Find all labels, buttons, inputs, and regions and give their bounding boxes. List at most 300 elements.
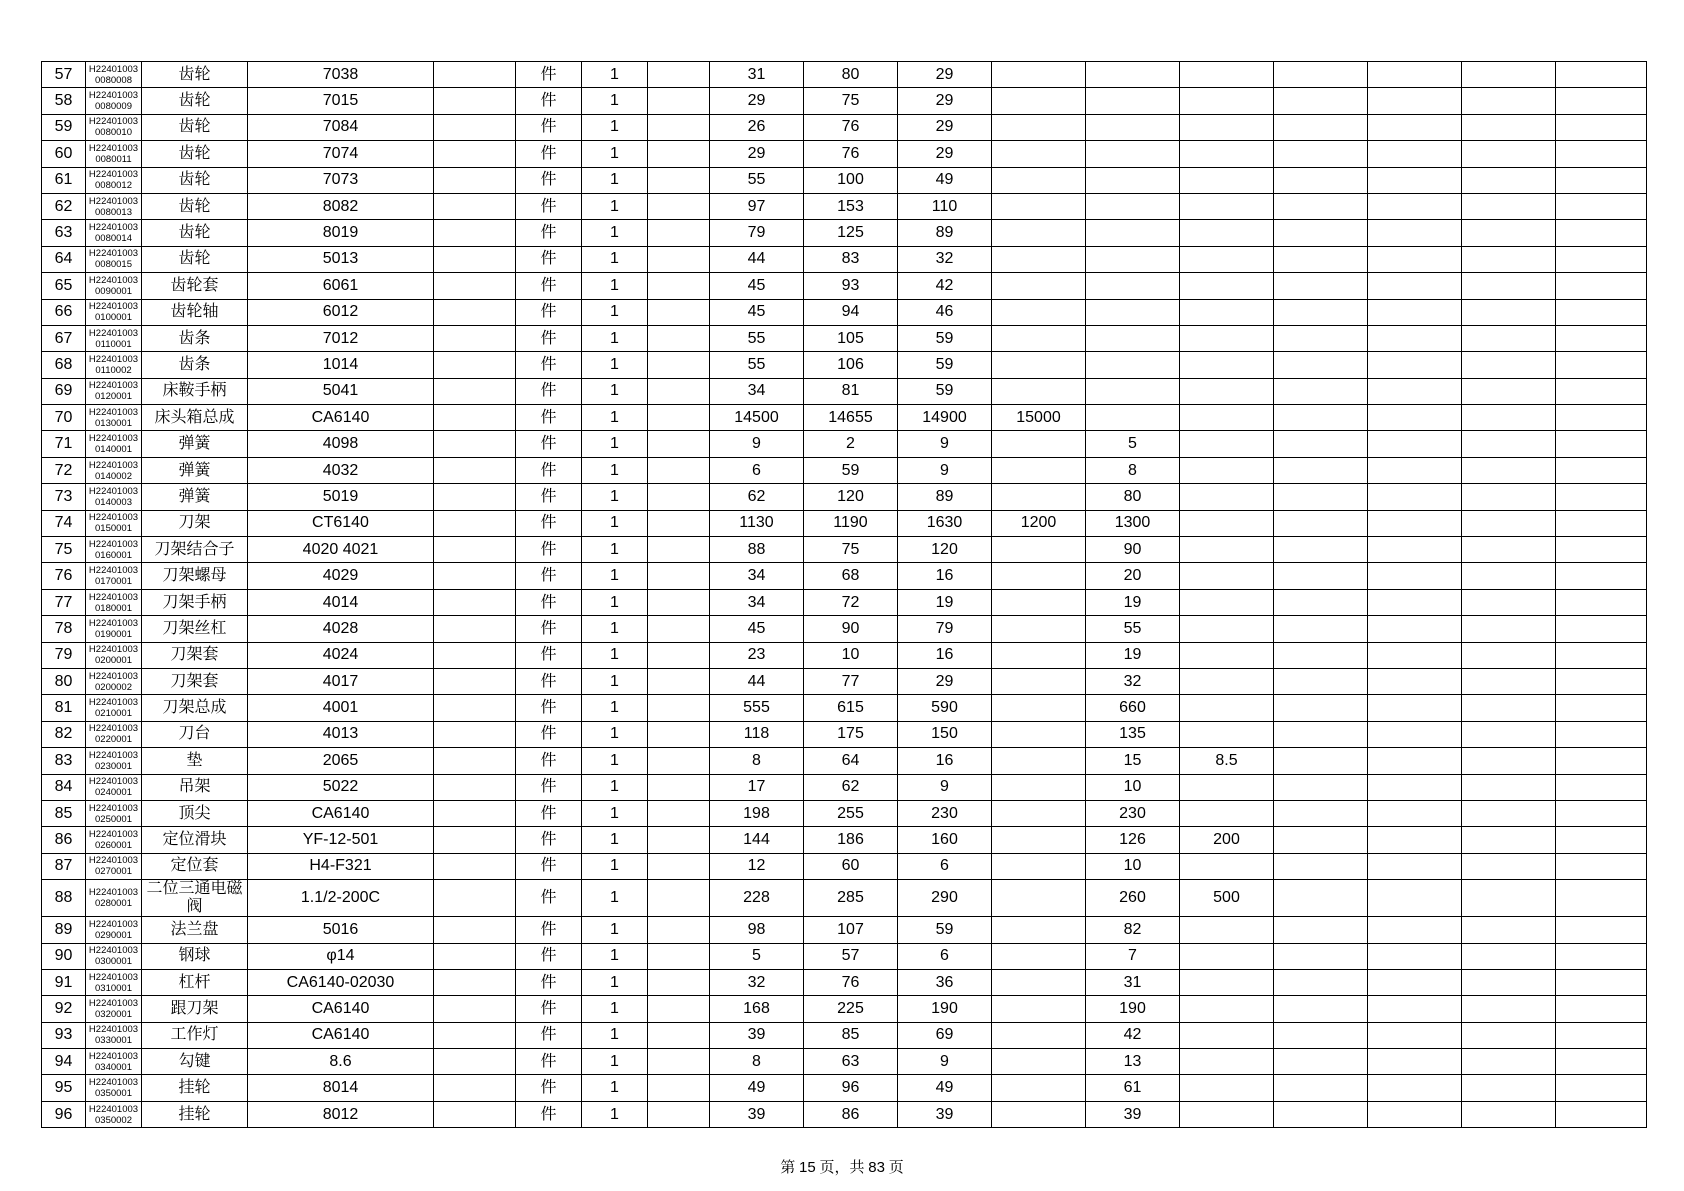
cell-p1: 29 xyxy=(710,141,804,167)
cell-p3: 290 xyxy=(898,880,992,917)
code-part: H22401003 xyxy=(88,918,139,930)
cell-empty xyxy=(1462,220,1556,246)
cell-spec: 4020 4021 xyxy=(248,537,434,563)
cell-empty xyxy=(1274,1049,1368,1075)
code-part: H22401003 xyxy=(88,1103,139,1115)
code-part: 0140003 xyxy=(95,496,132,508)
cell-name: 床头箱总成 xyxy=(142,405,248,431)
cell-p3: 9 xyxy=(898,431,992,457)
cell-p5 xyxy=(1086,378,1180,404)
cell-empty xyxy=(1368,220,1462,246)
table-row xyxy=(42,695,1647,721)
cell-p6 xyxy=(1180,1022,1274,1048)
cell-qty: 1 xyxy=(582,642,648,668)
cell-p5 xyxy=(1086,405,1180,431)
cell-empty xyxy=(1556,1049,1647,1075)
cell-name: 刀架总成 xyxy=(142,695,248,721)
cell-unit: 件 xyxy=(516,774,582,800)
cell-code xyxy=(86,996,142,1022)
cell-p3: 1630 xyxy=(898,510,992,536)
cell-unit: 件 xyxy=(516,668,582,694)
cell-empty xyxy=(1274,167,1368,193)
cell-empty xyxy=(434,1075,516,1101)
cell-p1: 45 xyxy=(710,273,804,299)
cell-p4 xyxy=(992,299,1086,325)
cell-no: 63 xyxy=(42,220,86,246)
cell-p1: 555 xyxy=(710,695,804,721)
cell-p3: 120 xyxy=(898,537,992,563)
cell-p2: 81 xyxy=(804,378,898,404)
cell-empty xyxy=(1368,273,1462,299)
cell-empty xyxy=(1368,510,1462,536)
cell-empty xyxy=(648,88,710,114)
cell-p6 xyxy=(1180,774,1274,800)
cell-no: 91 xyxy=(42,969,86,995)
cell-p5 xyxy=(1086,114,1180,140)
cell-empty xyxy=(1556,853,1647,879)
table-row xyxy=(42,748,1647,774)
cell-no: 77 xyxy=(42,589,86,615)
cell-p2: 125 xyxy=(804,220,898,246)
code-part: H22401003 xyxy=(88,1050,139,1062)
cell-name: 杠杆 xyxy=(142,969,248,995)
cell-p4 xyxy=(992,62,1086,88)
cell-empty xyxy=(1462,668,1556,694)
cell-p1: 8 xyxy=(710,748,804,774)
cell-empty xyxy=(1274,88,1368,114)
cell-empty xyxy=(648,774,710,800)
cell-spec: 5019 xyxy=(248,484,434,510)
cell-p3: 16 xyxy=(898,563,992,589)
cell-p3: 6 xyxy=(898,943,992,969)
cell-empty xyxy=(1274,616,1368,642)
cell-p2: 63 xyxy=(804,1049,898,1075)
cell-qty: 1 xyxy=(582,88,648,114)
cell-no: 76 xyxy=(42,563,86,589)
cell-empty xyxy=(1368,917,1462,943)
cell-p5: 20 xyxy=(1086,563,1180,589)
cell-p6 xyxy=(1180,853,1274,879)
table-row xyxy=(42,246,1647,272)
cell-spec: CA6140 xyxy=(248,800,434,826)
cell-spec: YF-12-501 xyxy=(248,827,434,853)
cell-empty xyxy=(434,880,516,917)
cell-p1: 79 xyxy=(710,220,804,246)
cell-p3: 16 xyxy=(898,642,992,668)
cell-no: 95 xyxy=(42,1075,86,1101)
cell-empty xyxy=(434,642,516,668)
cell-spec: CA6140 xyxy=(248,405,434,431)
cell-p6 xyxy=(1180,405,1274,431)
cell-empty xyxy=(1556,193,1647,219)
cell-empty xyxy=(648,431,710,457)
cell-p3: 59 xyxy=(898,352,992,378)
cell-name: 弹簧 xyxy=(142,484,248,510)
cell-empty xyxy=(648,800,710,826)
code-part: 0200001 xyxy=(95,655,132,667)
cell-p5 xyxy=(1086,193,1180,219)
cell-qty: 1 xyxy=(582,537,648,563)
cell-empty xyxy=(434,1049,516,1075)
cell-empty xyxy=(434,378,516,404)
cell-empty xyxy=(1556,695,1647,721)
cell-qty: 1 xyxy=(582,246,648,272)
cell-empty xyxy=(1368,405,1462,431)
cell-code xyxy=(86,642,142,668)
cell-empty xyxy=(434,431,516,457)
table-row xyxy=(42,431,1647,457)
cell-empty xyxy=(1368,589,1462,615)
cell-spec: 4029 xyxy=(248,563,434,589)
cell-p1: 26 xyxy=(710,114,804,140)
cell-code xyxy=(86,114,142,140)
footer-prefix: 第 xyxy=(780,1160,796,1176)
table-row xyxy=(42,1049,1647,1075)
code-part: H22401003 xyxy=(88,90,139,102)
cell-p6 xyxy=(1180,721,1274,747)
cell-empty xyxy=(1462,62,1556,88)
cell-p3: 89 xyxy=(898,484,992,510)
cell-empty xyxy=(1556,800,1647,826)
cell-name: 齿轮 xyxy=(142,141,248,167)
cell-p3: 16 xyxy=(898,748,992,774)
cell-name: 吊架 xyxy=(142,774,248,800)
cell-no: 85 xyxy=(42,800,86,826)
cell-empty xyxy=(1462,917,1556,943)
cell-qty: 1 xyxy=(582,616,648,642)
cell-name: 齿轮 xyxy=(142,114,248,140)
cell-empty xyxy=(1462,246,1556,272)
cell-no: 93 xyxy=(42,1022,86,1048)
cell-empty xyxy=(648,141,710,167)
cell-spec: 4032 xyxy=(248,457,434,483)
cell-name: 挂轮 xyxy=(142,1101,248,1127)
cell-p6 xyxy=(1180,537,1274,563)
cell-p5 xyxy=(1086,325,1180,351)
code-part: H22401003 xyxy=(88,749,139,761)
cell-empty xyxy=(1368,969,1462,995)
code-part: 0080012 xyxy=(95,180,132,192)
cell-p2: 59 xyxy=(804,457,898,483)
cell-empty xyxy=(1274,917,1368,943)
cell-empty xyxy=(434,1101,516,1127)
table-row xyxy=(42,589,1647,615)
cell-spec: 5041 xyxy=(248,378,434,404)
cell-empty xyxy=(1274,114,1368,140)
code-part: H22401003 xyxy=(88,565,139,577)
cell-p3: 19 xyxy=(898,589,992,615)
cell-empty xyxy=(1274,378,1368,404)
code-part: 0250001 xyxy=(95,813,132,825)
cell-p4 xyxy=(992,537,1086,563)
cell-p6 xyxy=(1180,642,1274,668)
code-part: H22401003 xyxy=(88,855,139,867)
cell-spec: 4001 xyxy=(248,695,434,721)
cell-p1: 23 xyxy=(710,642,804,668)
cell-name: 刀架螺母 xyxy=(142,563,248,589)
cell-empty xyxy=(648,1049,710,1075)
cell-empty xyxy=(1274,695,1368,721)
cell-no: 87 xyxy=(42,853,86,879)
cell-p2: 68 xyxy=(804,563,898,589)
cell-p3: 29 xyxy=(898,88,992,114)
table-row xyxy=(42,537,1647,563)
cell-unit: 件 xyxy=(516,563,582,589)
cell-spec: 4013 xyxy=(248,721,434,747)
cell-code xyxy=(86,880,142,917)
cell-name: 齿条 xyxy=(142,352,248,378)
table-row xyxy=(42,62,1647,88)
cell-qty: 1 xyxy=(582,405,648,431)
cell-code xyxy=(86,1049,142,1075)
cell-p4 xyxy=(992,114,1086,140)
cell-p5: 32 xyxy=(1086,668,1180,694)
cell-p1: 6 xyxy=(710,457,804,483)
cell-p4 xyxy=(992,1049,1086,1075)
cell-no: 78 xyxy=(42,616,86,642)
code-part: H22401003 xyxy=(88,327,139,339)
cell-empty xyxy=(1274,589,1368,615)
cell-empty xyxy=(1274,827,1368,853)
table-row xyxy=(42,193,1647,219)
table-row xyxy=(42,220,1647,246)
cell-p6 xyxy=(1180,563,1274,589)
cell-spec: 7038 xyxy=(248,62,434,88)
code-part: 0220001 xyxy=(95,734,132,746)
table-row xyxy=(42,114,1647,140)
cell-no: 96 xyxy=(42,1101,86,1127)
cell-empty xyxy=(434,748,516,774)
cell-p1: 39 xyxy=(710,1101,804,1127)
cell-no: 67 xyxy=(42,325,86,351)
cell-code xyxy=(86,917,142,943)
cell-empty xyxy=(1368,721,1462,747)
code-part: 0230001 xyxy=(95,760,132,772)
cell-empty xyxy=(434,510,516,536)
cell-p4 xyxy=(992,220,1086,246)
cell-empty xyxy=(648,273,710,299)
cell-qty: 1 xyxy=(582,62,648,88)
cell-code xyxy=(86,827,142,853)
cell-unit: 件 xyxy=(516,167,582,193)
cell-empty xyxy=(1274,352,1368,378)
cell-empty xyxy=(434,943,516,969)
cell-p6 xyxy=(1180,943,1274,969)
cell-empty xyxy=(1368,352,1462,378)
cell-p2: 14655 xyxy=(804,405,898,431)
page-footer xyxy=(0,1156,1684,1177)
code-part: H22401003 xyxy=(88,802,139,814)
table-row xyxy=(42,1101,1647,1127)
cell-p3: 29 xyxy=(898,141,992,167)
cell-empty xyxy=(1556,167,1647,193)
cell-qty: 1 xyxy=(582,352,648,378)
code-part: H22401003 xyxy=(88,512,139,524)
cell-empty xyxy=(648,1101,710,1127)
cell-p5: 126 xyxy=(1086,827,1180,853)
cell-empty xyxy=(1556,405,1647,431)
cell-name: 齿条 xyxy=(142,325,248,351)
cell-unit: 件 xyxy=(516,431,582,457)
cell-p5: 7 xyxy=(1086,943,1180,969)
cell-empty xyxy=(434,695,516,721)
cell-p2: 86 xyxy=(804,1101,898,1127)
cell-unit: 件 xyxy=(516,1022,582,1048)
cell-p4 xyxy=(992,563,1086,589)
cell-p2: 285 xyxy=(804,880,898,917)
cell-empty xyxy=(1556,510,1647,536)
cell-empty xyxy=(648,642,710,668)
cell-code xyxy=(86,88,142,114)
cell-empty xyxy=(1462,721,1556,747)
cell-empty xyxy=(1556,589,1647,615)
cell-empty xyxy=(1556,748,1647,774)
cell-name: 齿轮套 xyxy=(142,273,248,299)
cell-empty xyxy=(1274,642,1368,668)
cell-empty xyxy=(648,299,710,325)
code-part: 0100001 xyxy=(95,312,132,324)
cell-empty xyxy=(1274,1101,1368,1127)
cell-p3: 59 xyxy=(898,325,992,351)
cell-p3: 59 xyxy=(898,917,992,943)
cell-no: 73 xyxy=(42,484,86,510)
cell-unit: 件 xyxy=(516,325,582,351)
cell-empty xyxy=(1462,378,1556,404)
cell-p2: 77 xyxy=(804,668,898,694)
cell-empty xyxy=(434,484,516,510)
cell-empty xyxy=(434,325,516,351)
cell-name: 刀架套 xyxy=(142,668,248,694)
cell-p1: 45 xyxy=(710,299,804,325)
cell-spec: 4098 xyxy=(248,431,434,457)
cell-no: 79 xyxy=(42,642,86,668)
cell-empty xyxy=(1556,1022,1647,1048)
cell-empty xyxy=(648,510,710,536)
table-row xyxy=(42,1022,1647,1048)
cell-p3: 6 xyxy=(898,853,992,879)
cell-unit: 件 xyxy=(516,62,582,88)
cell-spec: 5022 xyxy=(248,774,434,800)
table-row xyxy=(42,484,1647,510)
cell-empty xyxy=(1274,1075,1368,1101)
cell-code xyxy=(86,589,142,615)
cell-p4 xyxy=(992,1022,1086,1048)
code-part: 0340001 xyxy=(95,1061,132,1073)
cell-p1: 144 xyxy=(710,827,804,853)
table-row xyxy=(42,141,1647,167)
cell-empty xyxy=(648,1075,710,1101)
cell-no: 59 xyxy=(42,114,86,140)
cell-spec: 8019 xyxy=(248,220,434,246)
cell-p2: 60 xyxy=(804,853,898,879)
cell-empty xyxy=(1368,642,1462,668)
cell-no: 68 xyxy=(42,352,86,378)
cell-empty xyxy=(1556,220,1647,246)
cell-empty xyxy=(434,668,516,694)
cell-p5: 19 xyxy=(1086,589,1180,615)
cell-unit: 件 xyxy=(516,352,582,378)
cell-p3: 59 xyxy=(898,378,992,404)
cell-p1: 1130 xyxy=(710,510,804,536)
cell-p5 xyxy=(1086,352,1180,378)
cell-empty xyxy=(1556,325,1647,351)
code-part: H22401003 xyxy=(88,829,139,841)
cell-spec: 4014 xyxy=(248,589,434,615)
cell-empty xyxy=(434,969,516,995)
cell-qty: 1 xyxy=(582,800,648,826)
cell-p4 xyxy=(992,748,1086,774)
cell-empty xyxy=(1556,969,1647,995)
cell-qty: 1 xyxy=(582,589,648,615)
cell-name: 刀台 xyxy=(142,721,248,747)
cell-p3: 9 xyxy=(898,1049,992,1075)
footer-suffix: 页 xyxy=(888,1160,904,1176)
cell-empty xyxy=(1368,563,1462,589)
footer-middle: 页，共 xyxy=(819,1160,865,1176)
cell-empty xyxy=(1556,246,1647,272)
cell-empty xyxy=(1368,827,1462,853)
cell-p2: 106 xyxy=(804,352,898,378)
cell-empty xyxy=(434,721,516,747)
table-row xyxy=(42,325,1647,351)
cell-empty xyxy=(1368,774,1462,800)
cell-empty xyxy=(648,457,710,483)
cell-p4 xyxy=(992,378,1086,404)
cell-p1: 49 xyxy=(710,1075,804,1101)
cell-name: 齿轮 xyxy=(142,167,248,193)
cell-p4 xyxy=(992,721,1086,747)
cell-unit: 件 xyxy=(516,969,582,995)
cell-no: 60 xyxy=(42,141,86,167)
cell-p1: 62 xyxy=(710,484,804,510)
cell-p2: 76 xyxy=(804,969,898,995)
cell-p1: 39 xyxy=(710,1022,804,1048)
cell-p6 xyxy=(1180,969,1274,995)
cell-p4: 15000 xyxy=(992,405,1086,431)
cell-empty xyxy=(1368,325,1462,351)
cell-spec: 4028 xyxy=(248,616,434,642)
cell-empty xyxy=(1556,917,1647,943)
cell-p6 xyxy=(1180,668,1274,694)
code-part: 0110001 xyxy=(95,338,132,350)
cell-empty xyxy=(1462,589,1556,615)
cell-empty xyxy=(1556,563,1647,589)
cell-unit: 件 xyxy=(516,510,582,536)
cell-qty: 1 xyxy=(582,943,648,969)
cell-unit: 件 xyxy=(516,220,582,246)
cell-empty xyxy=(1274,484,1368,510)
cell-empty xyxy=(1556,642,1647,668)
cell-empty xyxy=(1274,273,1368,299)
cell-empty xyxy=(1556,484,1647,510)
cell-p1: 45 xyxy=(710,616,804,642)
cell-p2: 2 xyxy=(804,431,898,457)
cell-empty xyxy=(648,62,710,88)
cell-p4 xyxy=(992,616,1086,642)
cell-qty: 1 xyxy=(582,1049,648,1075)
cell-empty xyxy=(648,246,710,272)
cell-p2: 175 xyxy=(804,721,898,747)
cell-p2: 57 xyxy=(804,943,898,969)
cell-spec: 1.1/2-200C xyxy=(248,880,434,917)
cell-empty xyxy=(1368,1101,1462,1127)
cell-p4 xyxy=(992,325,1086,351)
cell-p1: 44 xyxy=(710,246,804,272)
code-part: 0290001 xyxy=(95,929,132,941)
cell-empty xyxy=(1274,853,1368,879)
cell-qty: 1 xyxy=(582,853,648,879)
cell-p4 xyxy=(992,273,1086,299)
